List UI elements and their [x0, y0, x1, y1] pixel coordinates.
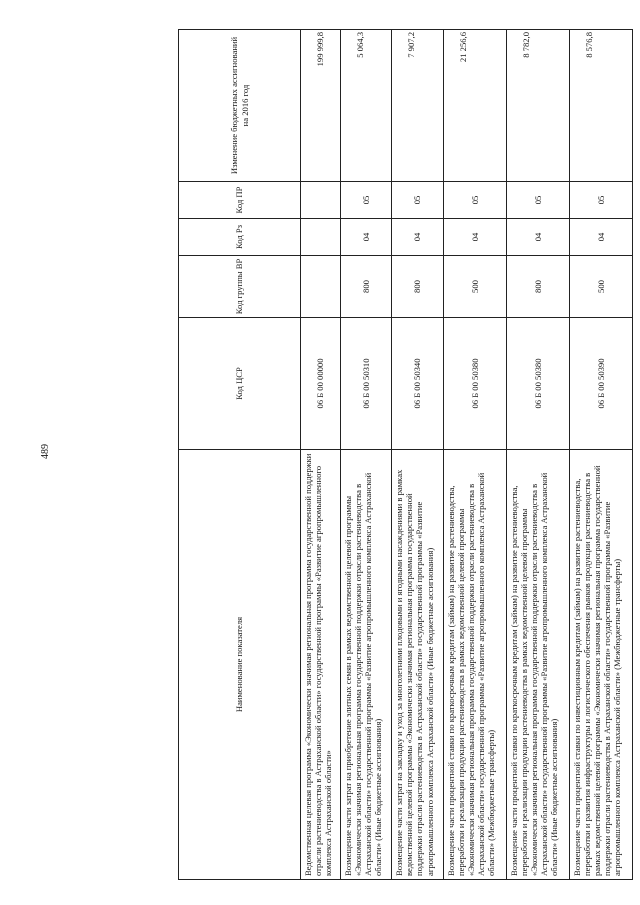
- row-name: Возмещение части процентной ставки по краткосрочным кредитам (займам) на развитие растениеводства, переработки и реализации продукции растениеводства в рамках ведомственной целевой программы «Экономически значимая региональная программа государственной поддержки отрасли растениеводства в Астраханской области» государственной программы «Развитие агропромышленного комплекса Астраханской области» (Иные бюджетные ассигнования): [506, 450, 569, 880]
- page-number: 489: [40, 444, 51, 459]
- row-csr: 06 Б 00 50340: [392, 318, 443, 450]
- row-amount: 8 576,8: [569, 30, 632, 182]
- row-amount: 7 907,2: [392, 30, 443, 182]
- row-rz: 04: [392, 219, 443, 256]
- row-rz: 04: [443, 219, 506, 256]
- row-csr: 06 Б 00 50310: [340, 318, 391, 450]
- row-amount: 5 064,3: [340, 30, 391, 182]
- row-amount: 21 256,6: [443, 30, 506, 182]
- row-rz: 04: [569, 219, 632, 256]
- row-vr: 500: [569, 256, 632, 318]
- header-vr: Код группы ВР: [179, 256, 301, 318]
- row-pr: 05: [506, 182, 569, 219]
- row-vr: [301, 256, 341, 318]
- row-csr: 06 Б 00 50380: [443, 318, 506, 450]
- header-csr: Код ЦСР: [179, 318, 301, 450]
- row-pr: 05: [392, 182, 443, 219]
- row-name: Возмещение части процентной ставки по инвестиционным кредитам (займам) на развитие растениеводства, переработки и развития инфраструктуры и логистического обеспечения рынков продукции растениеводства в рамках ведомственной целевой программы «Экономически значимая региональная программа государственной поддержки отрасли растениеводства в Астраханской области» государственной программы «Развитие агропромышленного комплекса Астраханской области» (Межбюджетные трансферты): [569, 450, 632, 880]
- table-row: [569, 30, 632, 880]
- row-amount: 199 999,8: [301, 30, 341, 182]
- table-row: [301, 30, 341, 880]
- row-pr: 05: [443, 182, 506, 219]
- header-pr: Код ПР: [179, 182, 301, 219]
- row-name: Возмещение части затрат на приобретение элитных семян в рамках ведомственной целевой программы «Экономически значимая региональная программа государственной поддержки отрасли растениеводства в Астраханской области» государственной программы «Развитие агропромышленного комплекса Астраханской области» (Иные бюджетные ассигнования): [340, 450, 391, 880]
- row-vr: 500: [443, 256, 506, 318]
- row-pr: [301, 182, 341, 219]
- row-csr: 06 Б 00 50390: [569, 318, 632, 450]
- row-vr: 800: [340, 256, 391, 318]
- row-name: Возмещение части затрат на закладку и уход за многолетними плодовыми и ягодными насаждениями в рамках ведомственной целевой программы «Экономически значимая региональная программа государственной поддержки отрасли растениеводства в Астраханской области» государственной программы «Развитие агропромышленного комплекса Астраханской области» (Иные бюджетные ассигнования): [392, 450, 443, 880]
- table-row: [443, 30, 506, 880]
- row-name: Возмещение части процентной ставки по краткосрочным кредитам (займам) на развитие растениеводства, переработки и реализации продукции растениеводства в рамках ведомственной целевой программы «Экономически значимая региональная программа государственной поддержки отрасли растениеводства в Астраханской области» государственной программы «Развитие агропромышленного комплекса Астраханской области» (Межбюджетные трансферты): [443, 450, 506, 880]
- header-name: Наименование показателя: [179, 450, 301, 880]
- row-csr: 06 Б 00 50380: [506, 318, 569, 450]
- row-pr: 05: [340, 182, 391, 219]
- table-row: [506, 30, 569, 880]
- header-rz: Код Рз: [179, 219, 301, 256]
- row-name: Ведомственная целевая программа «Экономически значимая региональная программа государственной поддержки отрасли растениеводства в Астраханской области» государственной программы «Развитие агропромышленного комплекса Астраханской области»: [301, 450, 341, 880]
- table-header-row: [179, 30, 301, 880]
- row-vr: 800: [506, 256, 569, 318]
- row-rz: [301, 219, 341, 256]
- table-row: [392, 30, 443, 880]
- row-rz: 04: [506, 219, 569, 256]
- row-vr: 800: [392, 256, 443, 318]
- row-csr: 06 Б 00 00000: [301, 318, 341, 450]
- table-row: [340, 30, 391, 880]
- header-amount: Изменение бюджетных ассигнований на 2016 год: [179, 30, 301, 182]
- row-pr: 05: [569, 182, 632, 219]
- rotated-table-wrapper: [178, 30, 633, 880]
- budget-table: [178, 29, 633, 880]
- row-rz: 04: [340, 219, 391, 256]
- row-amount: 8 782,0: [506, 30, 569, 182]
